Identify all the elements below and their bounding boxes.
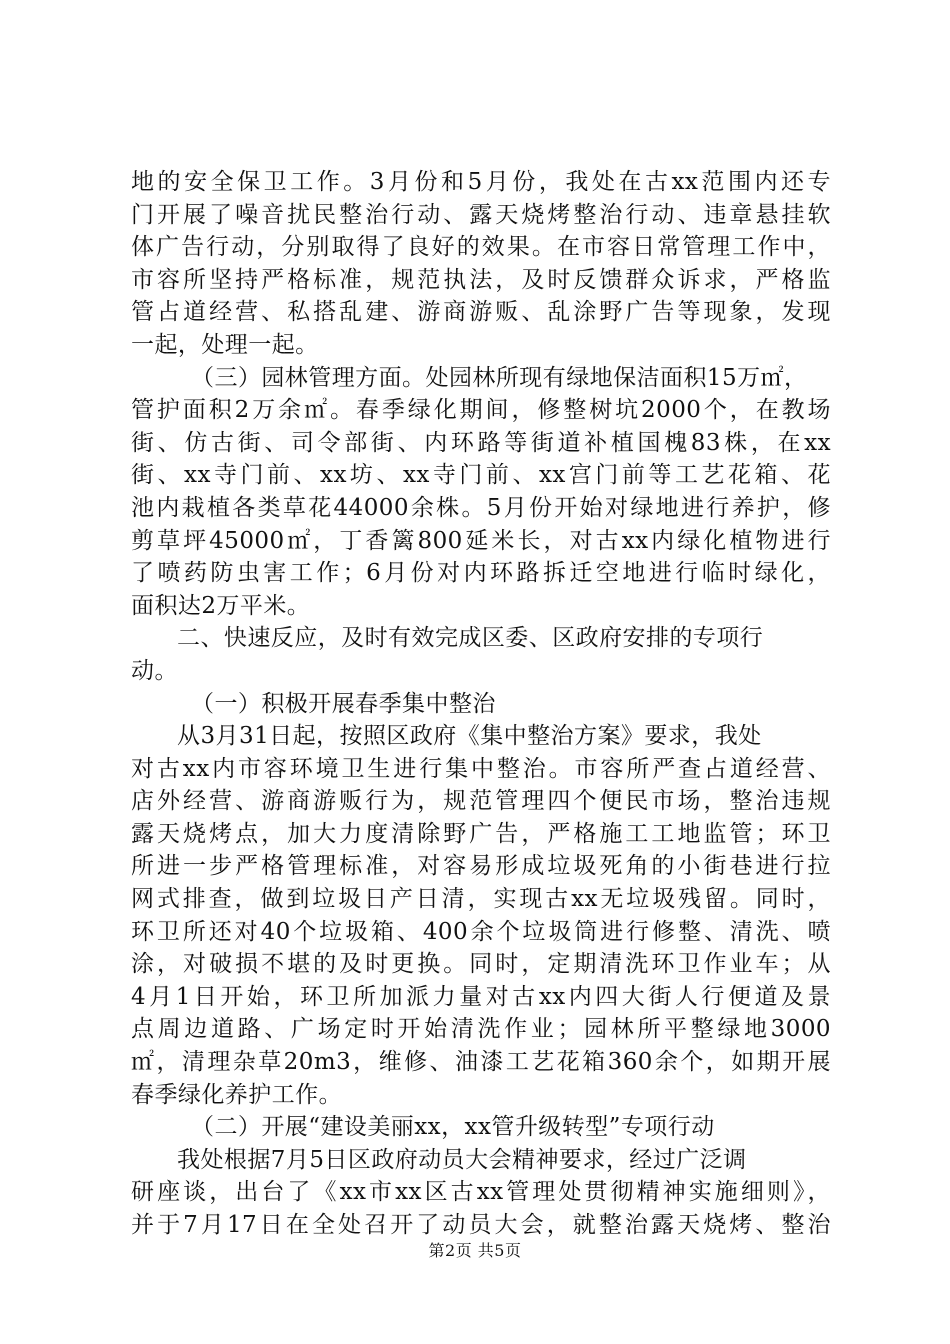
text-line: 市容所坚持严格标准，规范执法，及时反馈群众诉求，严格监 — [131, 266, 831, 293]
text-line: 二、快速反应，及时有效完成区委、区政府安排的专项行 — [177, 625, 764, 652]
text-line: 动。 — [131, 657, 178, 684]
text-line: （二）开展“建设美丽xx，xx管升级转型”专项行动 — [191, 1114, 715, 1141]
text-line: 涂，对破损不堪的及时更换。同时，定期清洗环卫作业车；从 — [131, 951, 831, 978]
text-line: 剪草坪45000㎡，丁香篱800延米长，对古xx内绿化植物进行 — [131, 527, 831, 554]
text-line: 一起，处理一起。 — [131, 331, 319, 358]
text-line: 面积达2万平米。 — [131, 592, 311, 619]
text-line: 我处根据7月5日区政府动员大会精神要求，经过广泛调 — [177, 1146, 747, 1173]
text-line: （三）园林管理方面。处园林所现有绿地保洁面积15万㎡， — [191, 364, 808, 391]
text-line: 池内栽植各类草花44000余株。5月份开始对绿地进行养护，修 — [131, 494, 831, 521]
text-line: 并于7月17日在全处召开了动员大会，就整治露天烧烤、整治 — [131, 1212, 831, 1238]
text-line: 研座谈，出台了《xx市xx区古xx管理处贯彻精神实施细则》， — [131, 1179, 831, 1206]
text-line: 门开展了噪音扰民整治行动、露天烧烤整治行动、违章悬挂软 — [131, 201, 831, 228]
document-body — [131, 166, 831, 1242]
text-line: 露天烧烤点，加大力度清除野广告，严格施工工地监管；环卫 — [131, 820, 831, 847]
text-line: 4月1日开始，环卫所加派力量对古xx内四大街人行便道及景 — [131, 983, 831, 1010]
text-line: 点周边道路、广场定时开始清洗作业；园林所平整绿地3000 — [131, 1016, 831, 1043]
text-line: 环卫所还对40个垃圾箱、400余个垃圾筒进行修整、清洗、喷 — [131, 918, 831, 945]
page-footer: 第2页 共5页 — [428, 1241, 522, 1260]
text-line: 店外经营、游商游贩行为，规范管理四个便民市场，整治违规 — [131, 788, 831, 815]
text-line: 所进一步严格管理标准，对容易形成垃圾死角的小街巷进行拉 — [131, 853, 831, 880]
text-line: 体广告行动，分别取得了良好的效果。在市容日常管理工作中， — [131, 234, 831, 261]
text-line: 从3月31日起，按照区政府《集中整治方案》要求，我处 — [177, 723, 762, 750]
text-line: 地的安全保卫工作。3月份和5月份，我处在古xx范围内还专 — [131, 169, 831, 195]
text-line: 管占道经营、私搭乱建、游商游贩、乱涂野广告等现象，发现 — [131, 299, 831, 326]
text-line: 管护面积2万余㎡。春季绿化期间，修整树坑2000个，在教场 — [131, 397, 831, 424]
text-line: 网式排查，做到垃圾日产日清，实现古xx无垃圾残留。同时， — [131, 886, 831, 913]
text-line: 了喷药防虫害工作；6月份对内环路拆迁空地进行临时绿化， — [131, 560, 831, 587]
text-line: 街、xx寺门前、xx坊、xx寺门前、xx宫门前等工艺花箱、花 — [131, 462, 831, 489]
text-line: 春季绿化养护工作。 — [131, 1081, 343, 1108]
text-line: （一）积极开展春季集中整治 — [191, 690, 496, 717]
text-line: ㎡，清理杂草20m3，维修、油漆工艺花箱360余个，如期开展 — [131, 1049, 831, 1076]
text-line: 街、仿古街、司令部街、内环路等街道补植国槐83株，在xx — [131, 429, 831, 456]
text-line: 对古xx内市容环境卫生进行集中整治。市容所严查占道经营、 — [131, 755, 831, 782]
